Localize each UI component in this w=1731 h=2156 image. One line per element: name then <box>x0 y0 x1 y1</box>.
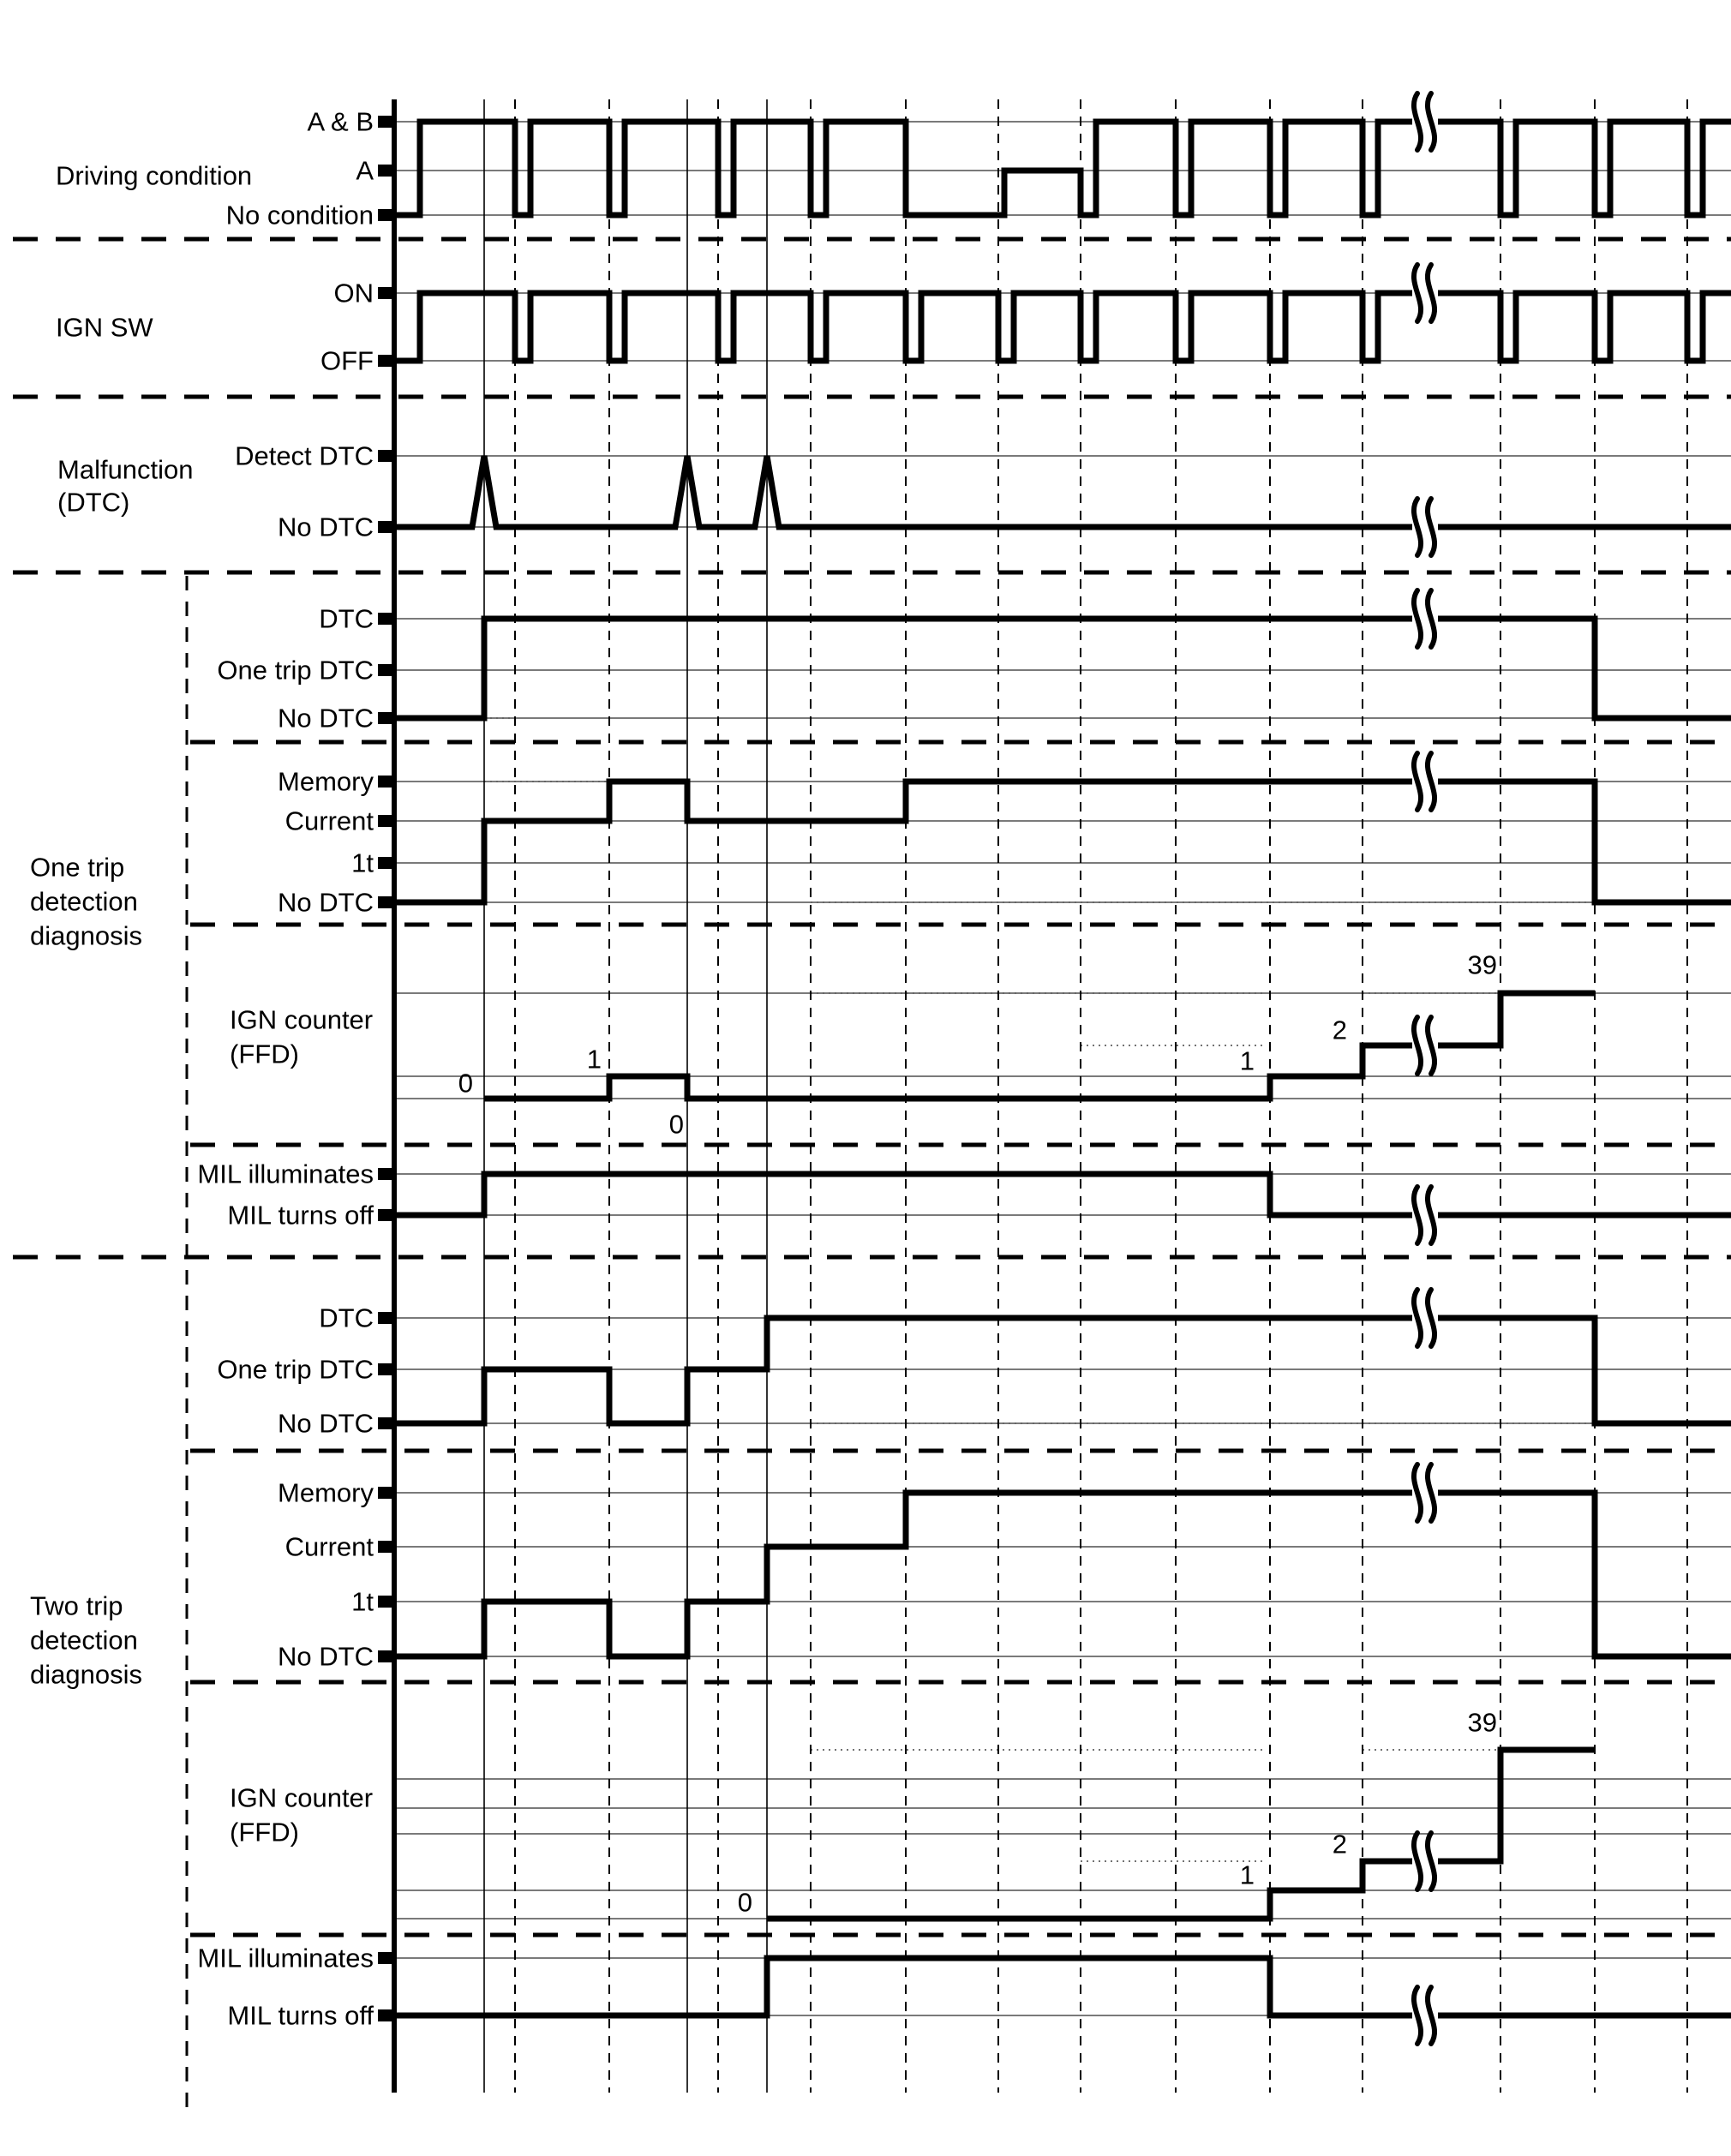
level-tick <box>378 1650 392 1662</box>
level-label: Memory <box>278 766 374 797</box>
level-label: One trip DTC <box>217 655 374 686</box>
level-tick <box>378 815 392 827</box>
level-tick <box>378 355 392 367</box>
waveform-two-trip-dtc-status <box>394 1318 1731 1423</box>
section-label: (FFD) <box>230 1817 299 1848</box>
level-label: MIL illuminates <box>197 1943 374 1973</box>
level-tick <box>378 664 392 676</box>
group-label: Two trip <box>30 1590 123 1621</box>
group-label: diagnosis <box>30 1659 142 1690</box>
level-tick <box>378 2009 392 2021</box>
break-squiggle-icon <box>1428 1987 1435 2044</box>
level-label: DTC <box>319 603 374 634</box>
level-tick <box>378 1363 392 1375</box>
break-squiggle-icon <box>1428 1464 1435 1521</box>
level-tick <box>378 209 392 221</box>
break-squiggle-icon <box>1414 265 1421 321</box>
break-squiggle-icon <box>1414 93 1421 150</box>
counter-value-label: 0 <box>737 1887 752 1918</box>
break-squiggle-icon <box>1414 499 1421 555</box>
level-label: MIL illuminates <box>197 1159 374 1189</box>
level-tick <box>378 116 392 128</box>
break-squiggle-icon <box>1414 1987 1421 2044</box>
waveform-one-trip-mil <box>394 1174 1731 1215</box>
counter-value-label: 0 <box>458 1068 473 1099</box>
waveform-malfunction-dtc <box>394 456 1731 527</box>
break-squiggle-icon <box>1414 590 1421 647</box>
section-label: IGN counter <box>230 1782 374 1813</box>
counter-value-label: 1 <box>1239 1045 1255 1076</box>
counter-value-label: 0 <box>668 1109 684 1140</box>
level-tick <box>378 776 392 788</box>
level-tick <box>378 1312 392 1324</box>
counter-value-label: 39 <box>1467 949 1497 980</box>
level-tick <box>378 287 392 299</box>
level-tick <box>378 1417 392 1429</box>
level-tick <box>378 1541 392 1553</box>
level-tick <box>378 1168 392 1180</box>
level-label: No DTC <box>278 1408 374 1439</box>
level-tick <box>378 450 392 462</box>
section-label: Malfunction <box>57 454 194 485</box>
group-label: detection <box>30 1625 138 1656</box>
break-squiggle-icon <box>1428 1290 1435 1346</box>
level-tick <box>378 896 392 908</box>
waveform-one-trip-memory-status <box>394 782 1731 902</box>
waveform-two-trip-memory-status <box>394 1493 1731 1656</box>
level-tick <box>378 712 392 724</box>
counter-value-label: 1 <box>586 1044 602 1075</box>
break-squiggle-icon <box>1428 1833 1435 1889</box>
break-squiggle-icon <box>1414 1464 1421 1521</box>
level-label: A & B <box>307 106 374 137</box>
break-squiggle-icon <box>1428 265 1435 321</box>
level-tick <box>378 1487 392 1499</box>
level-label: ON <box>333 278 374 308</box>
level-label: OFF <box>320 345 374 376</box>
break-squiggle-icon <box>1414 1833 1421 1889</box>
break-squiggle-icon <box>1428 753 1435 810</box>
counter-value-label: 2 <box>1332 1829 1347 1860</box>
level-label: No DTC <box>278 1641 374 1672</box>
section-label: IGN SW <box>56 312 153 343</box>
level-label: No DTC <box>278 512 374 542</box>
waveform-driving-condition <box>394 122 1731 215</box>
level-label: One trip DTC <box>217 1354 374 1385</box>
break-squiggle-icon <box>1414 753 1421 810</box>
break-squiggle-icon <box>1428 1187 1435 1243</box>
section-label: (DTC) <box>57 487 130 518</box>
level-tick <box>378 857 392 869</box>
level-label: MIL turns off <box>227 1200 374 1231</box>
group-label: diagnosis <box>30 920 142 951</box>
break-squiggle-icon <box>1414 1187 1421 1243</box>
group-label: One trip <box>30 852 125 883</box>
level-label: A <box>356 155 374 186</box>
level-label: No DTC <box>278 703 374 734</box>
counter-value-label: 1 <box>1239 1860 1255 1890</box>
level-label: MIL turns off <box>227 2000 374 2031</box>
counter-value-label: 2 <box>1332 1015 1347 1045</box>
level-tick <box>378 165 392 177</box>
counter-value-label: 39 <box>1467 1707 1497 1738</box>
level-label: DTC <box>319 1303 374 1333</box>
break-squiggle-icon <box>1414 1017 1421 1074</box>
waveform-ign-sw <box>394 293 1731 361</box>
section-label: Driving condition <box>56 160 253 191</box>
break-squiggle-icon <box>1428 1017 1435 1074</box>
level-label: Memory <box>278 1477 374 1508</box>
waveform-two-trip-mil <box>394 1958 1731 2015</box>
break-squiggle-icon <box>1428 499 1435 555</box>
group-label: detection <box>30 886 138 917</box>
level-label: Detect DTC <box>235 440 374 471</box>
level-tick <box>378 1209 392 1221</box>
level-label: Current <box>285 806 374 836</box>
break-squiggle-icon <box>1428 590 1435 647</box>
level-label: No condition <box>225 200 374 231</box>
level-label: 1t <box>351 847 374 878</box>
level-label: 1t <box>351 1586 374 1617</box>
level-tick <box>378 1952 392 1964</box>
section-label: (FFD) <box>230 1039 299 1069</box>
break-squiggle-icon <box>1414 1290 1421 1346</box>
break-squiggle-icon <box>1428 93 1435 150</box>
level-tick <box>378 1596 392 1608</box>
level-tick <box>378 613 392 625</box>
section-label: IGN counter <box>230 1004 374 1035</box>
level-label: Current <box>285 1531 374 1562</box>
waveform-one-trip-dtc-status <box>394 619 1731 718</box>
level-label: No DTC <box>278 887 374 918</box>
level-tick <box>378 521 392 533</box>
